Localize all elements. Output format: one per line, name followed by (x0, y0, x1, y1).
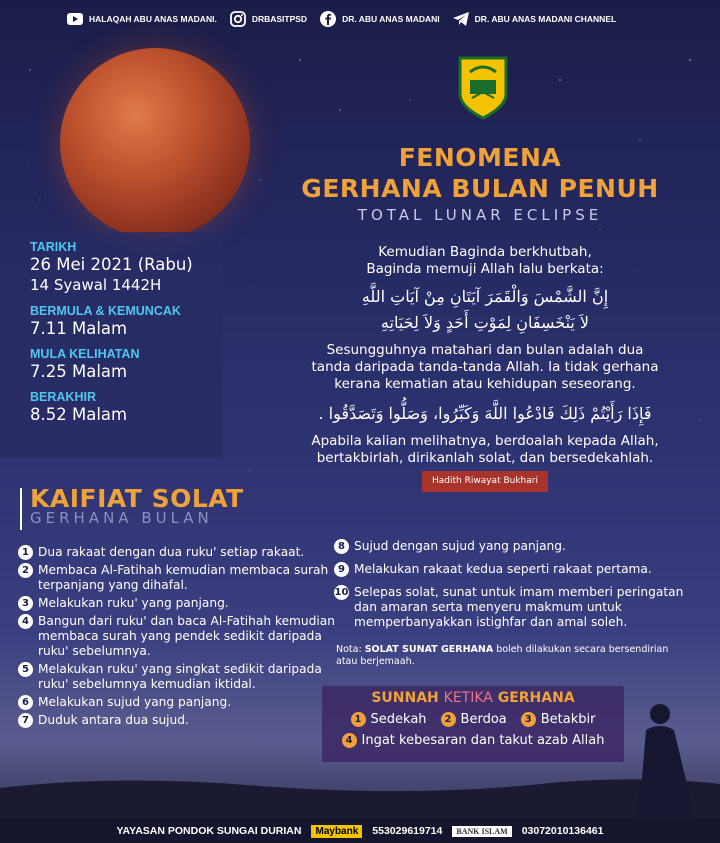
nota-prefix: Nota: (336, 644, 365, 655)
steps-left-list (18, 545, 338, 731)
nota-rest: boleh dilakukan secara bersendirian atau berjemaah. (336, 644, 669, 667)
step-text: Dua rakaat dengan dua ruku' setiap rakaat. (38, 545, 305, 559)
list-item (342, 733, 605, 748)
bankislam-account: 03072010136461 (521, 825, 604, 837)
maybank-account: 553029619714 (372, 825, 443, 837)
sunnah-title-w1: SUNNAH (371, 690, 439, 706)
step-text: Melakukan ruku' yang singkat sedikit daripada ruku' sebelumnya kemudian iktidal. (38, 662, 322, 691)
step-number: 10 (334, 587, 349, 598)
social-facebook[interactable] (319, 10, 440, 28)
list-item (18, 662, 338, 692)
sunnah-text: Betakbir (540, 712, 596, 727)
list-item (18, 713, 338, 728)
list-item (18, 596, 338, 611)
hadith-intro-1: Kemudian Baginda berkhutbah, (378, 244, 592, 260)
nota-text (336, 644, 676, 668)
list-item (521, 712, 596, 727)
bermula-label: BERMULA & KEMUNCAK (30, 304, 181, 318)
bankislam-logo: BANK ISLAM (452, 826, 511, 837)
step-number: 3 (18, 596, 33, 611)
step-number: 5 (18, 662, 33, 677)
footer-bar (0, 819, 720, 843)
sunnah-number: 4 (342, 733, 357, 748)
title-subtitle: TOTAL LUNAR ECLIPSE (357, 206, 603, 224)
list-item (351, 712, 427, 727)
step-text: Melakukan sujud yang panjang. (38, 695, 232, 709)
social-bar (66, 8, 666, 30)
step-text: Duduk antara dua sujud. (38, 713, 189, 727)
social-label: DRBASITPSD (251, 14, 308, 24)
institution-emblem-icon (456, 54, 510, 120)
sunnah-title (322, 690, 624, 706)
hadith-translation-5: bertakbirlah, dirikanlah solat, dan bersedekahlah. (316, 450, 654, 466)
sunnah-title-w2: KETIKA (443, 690, 493, 706)
kaifiat-title: KAIFIAT SOLAT (30, 484, 244, 513)
step-number: 9 (334, 562, 349, 577)
list-item (334, 585, 704, 630)
social-youtube[interactable] (66, 10, 217, 28)
event-times-box (0, 232, 222, 458)
kaifiat-subtitle: GERHANA BULAN (30, 509, 213, 527)
sunnah-title-w3: GERHANA (497, 690, 575, 706)
sunnah-row-2 (322, 733, 624, 748)
berakhir-value: 8.52 Malam (30, 405, 128, 424)
step-number: 1 (18, 545, 33, 560)
step-text: Sujud dengan sujud yang panjang. (354, 539, 566, 553)
list-item (18, 614, 338, 659)
hadith-block (282, 244, 688, 492)
step-number: 7 (18, 713, 33, 728)
list-item (441, 712, 507, 727)
social-label: HALAQAH ABU ANAS MADANI. (89, 14, 217, 24)
social-telegram[interactable] (452, 10, 617, 28)
hadith-source-badge: Hadith Riwayat Bukhari (422, 471, 548, 492)
kaifiat-heading (20, 484, 244, 527)
list-item (18, 545, 338, 560)
title-line-2: GERHANA BULAN PENUH (301, 174, 659, 203)
mula-value: 7.25 Malam (30, 362, 128, 381)
title-block (270, 142, 690, 224)
tarikh-hijri-value: 14 Syawal 1442H (30, 276, 162, 294)
list-item (18, 563, 338, 593)
hadith-translation-3: kerana kematian atau kehidupan seseorang. (334, 376, 636, 392)
social-label: DR. ABU ANAS MADANI (342, 14, 440, 24)
list-item (18, 695, 338, 710)
instagram-icon (229, 10, 247, 28)
sunnah-text: Sedekah (370, 712, 427, 727)
social-label: DR. ABU ANAS MADANI CHANNEL (474, 14, 617, 24)
step-text: Melakukan rakaat kedua seperti rakaat pertama. (354, 562, 652, 576)
hadith-arabic-2: لاَ يَنْخَسِفَانِ لِمَوْتِ أَحَدٍ وَلاَ لِحَيَاتِهِ (380, 313, 590, 332)
title-line-1: FENOMENA (398, 143, 562, 172)
hadith-arabic-3: فَإِذَا رَأَيْتُمْ ذَلِكَ فَادْعُوا اللَّهَ وَكَبِّرُوا، وَصَلُّوا وَتَصَدَّقُوا . (318, 404, 652, 423)
maybank-logo: Maybank (311, 825, 362, 838)
sunnah-text: Berdoa (460, 712, 507, 727)
step-number: 4 (18, 614, 33, 629)
steps-right-list (334, 539, 704, 633)
step-number: 2 (18, 563, 33, 578)
mula-label: MULA KELIHATAN (30, 347, 140, 361)
telegram-icon (452, 10, 470, 28)
bermula-value: 7.11 Malam (30, 319, 128, 338)
step-text: Melakukan ruku' yang panjang. (38, 596, 229, 610)
hadith-translation-4: Apabila kalian melihatnya, berdoalah kepada Allah, (311, 433, 659, 449)
step-number: 8 (334, 539, 349, 554)
step-text: Bangun dari ruku' dan baca Al-Fatihah kemudian membaca surah yang pendek sedikit daripada ruku' sebelumnya. (38, 614, 335, 658)
praying-person-silhouette-icon (628, 700, 700, 818)
hadith-arabic-1: إِنَّ الشَّمْسَ وَالْقَمَرَ آيَتَانِ مِنْ آيَاتِ اللَّهِ (361, 287, 609, 306)
hadith-translation-2: tanda daripada tanda-tanda Allah. Ia tidak gerhana (311, 359, 659, 375)
hadith-translation-1: Sesungguhnya matahari dan bulan adalah dua (326, 342, 644, 358)
hadith-intro-2: Baginda memuji Allah lalu berkata: (366, 261, 604, 277)
list-item (334, 539, 704, 554)
list-item (334, 562, 704, 577)
footer-org: YAYASAN PONDOK SUNGAI DURIAN (116, 825, 302, 837)
facebook-icon (319, 10, 337, 28)
blood-moon-image (60, 48, 250, 238)
tarikh-label: TARIKH (30, 240, 77, 254)
step-text: Membaca Al-Fatihah kemudian membaca surah terpanjang yang dihafal. (38, 563, 329, 592)
sunnah-number: 2 (441, 712, 456, 727)
sunnah-box (322, 686, 624, 762)
sunnah-row-1 (322, 712, 624, 727)
tarikh-value: 26 Mei 2021 (Rabu) (30, 255, 193, 274)
sunnah-number: 3 (521, 712, 536, 727)
sunnah-text: Ingat kebesaran dan takut azab Allah (361, 733, 605, 748)
youtube-icon (66, 10, 84, 28)
step-text: Selepas solat, sunat untuk imam memberi peringatan dan amaran serta menyeru makmum untuk memperbanyakkan istighfar dan amal soleh. (354, 585, 684, 629)
social-instagram[interactable] (229, 10, 307, 28)
nota-bold: SOLAT SUNAT GERHANA (364, 644, 494, 655)
step-number: 6 (18, 695, 33, 710)
berakhir-label: BERAKHIR (30, 390, 96, 404)
sunnah-number: 1 (351, 712, 366, 727)
